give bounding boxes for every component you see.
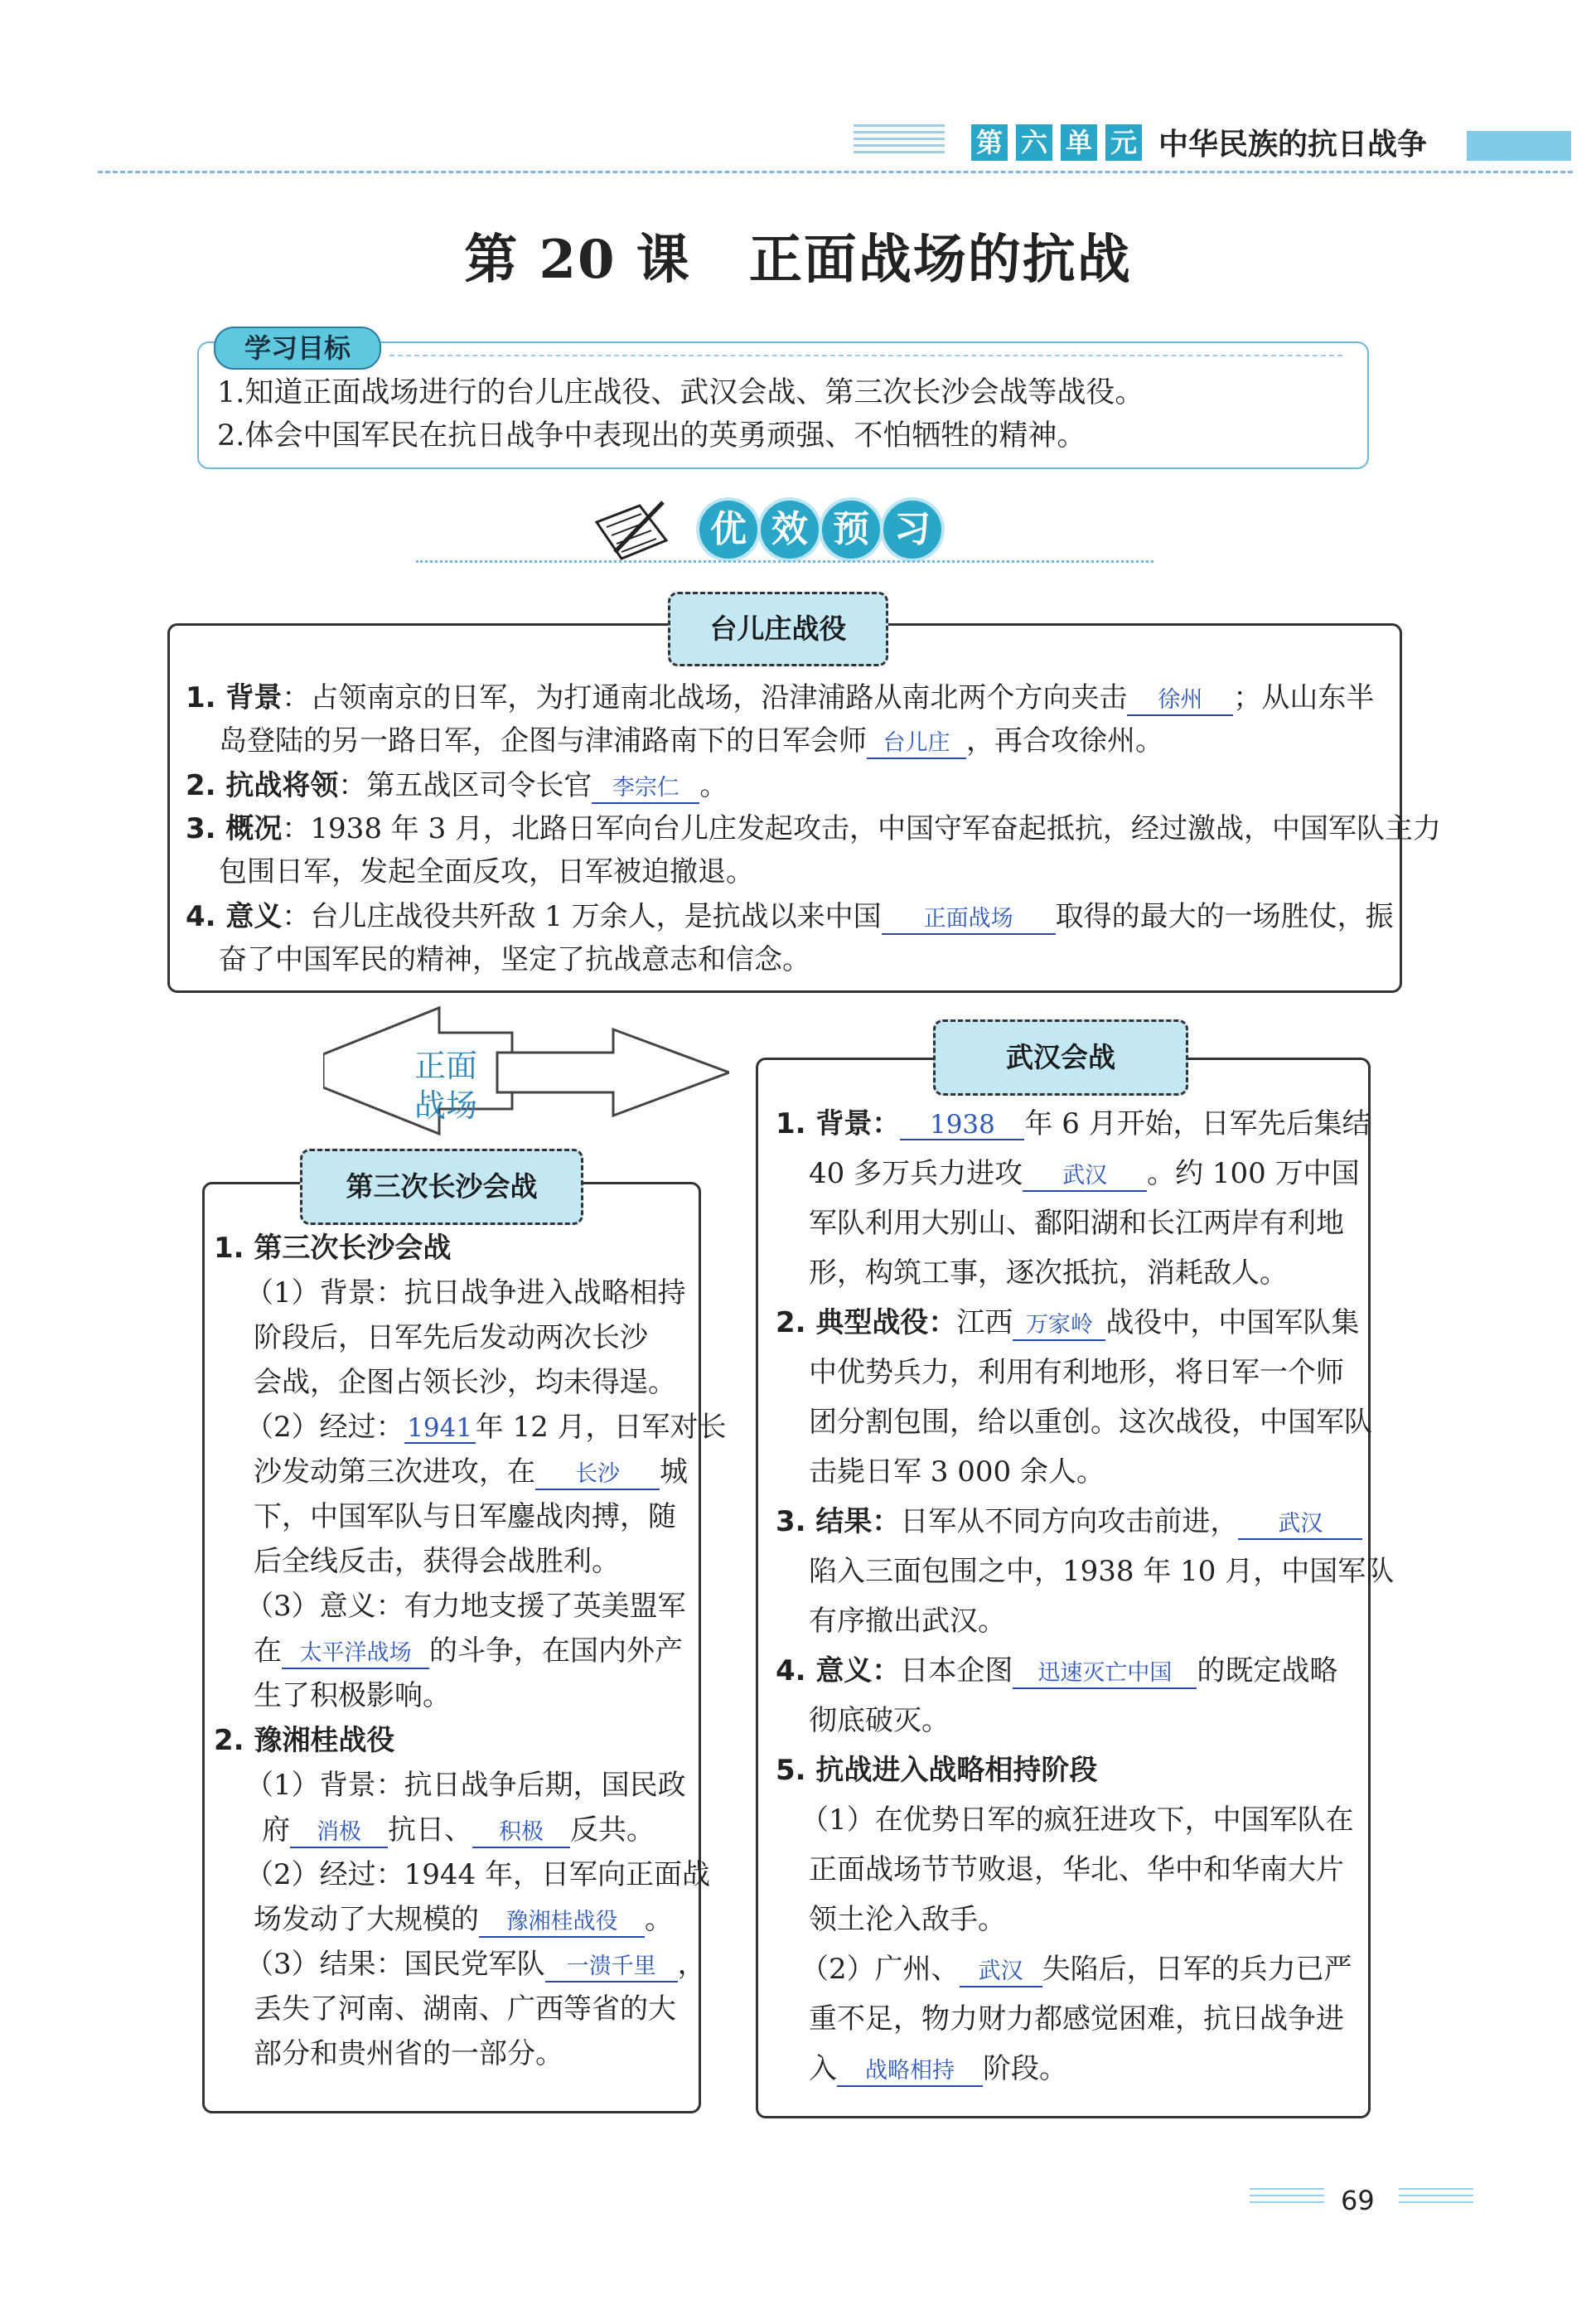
taierzhuang-bg-line2 (219, 719, 1163, 763)
wuhan-line: 形，构筑工事，逐次抵抗，消耗敌人。 (809, 1256, 1288, 1290)
significance-label: 4. 意义 (186, 900, 283, 933)
preview-char: 优 (696, 497, 761, 562)
changsha-tag: 第三次长沙会战 (300, 1149, 583, 1225)
answer-blank: 战略相持 (837, 2057, 983, 2087)
wuhan-line: 领土沦入敌手。 (809, 1903, 1006, 1936)
arrow-label-line: 战场 (414, 1087, 477, 1124)
wuhan-line: 重不足，物力财力都感觉困难，抗日战争进 (809, 2002, 1344, 2036)
answer-blank: 李宗仁 (592, 774, 699, 804)
text: ；从山东半 (1233, 681, 1375, 714)
text: ：第五战区司令长官 (338, 769, 592, 802)
changsha-s2-title: 2. 豫湘桂战役 (214, 1724, 395, 1757)
answer-blank: 武汉 (1238, 1510, 1362, 1540)
text: 府 (262, 1813, 290, 1847)
wuhan-line: 团分割包围，给以重创。这次战役，中国军队 (809, 1406, 1372, 1439)
wuhan-line: 军队利用大别山、鄱阳湖和长江两岸有利地 (809, 1207, 1344, 1240)
text: （3）结果：国民党军队 (245, 1948, 545, 1981)
text: ：占领南京的日军，为打通南北战场，沿津浦路从南北两个方向夹击 (282, 681, 1128, 714)
changsha-line (254, 1629, 683, 1673)
preview-char: 习 (880, 497, 945, 562)
bg-label: 1. 背景： (776, 1107, 901, 1140)
unit-chip: 六 (1016, 124, 1052, 161)
text: 年 6 月开始，日军先后集结 (1024, 1107, 1371, 1140)
page-number-decor (1399, 2188, 1473, 2208)
text: ，再合攻徐州。 (966, 724, 1163, 758)
lesson-name: 正面战场的抗战 (748, 229, 1132, 291)
text: 战役中，中国军队集 (1105, 1306, 1360, 1339)
changsha-line: （1）背景：抗日战争进入战略相持 (245, 1276, 686, 1310)
wuhan-line (809, 2047, 1067, 2090)
answer-blank: 豫湘桂战役 (479, 1908, 645, 1938)
lesson-title (0, 217, 1596, 293)
text: 的既定战略 (1197, 1654, 1338, 1687)
answer-blank: 台儿庄 (867, 729, 966, 759)
general-label: 2. 抗战将领 (186, 769, 339, 802)
answer-blank: 消极 (290, 1818, 388, 1848)
answer-blank: 一溃千里 (545, 1953, 678, 1983)
wuhan-line: 陷入三面包围之中，1938 年 10 月，中国军队 (809, 1555, 1395, 1588)
preview-char: 预 (819, 497, 883, 562)
answer-blank: 万家岭 (1013, 1311, 1105, 1341)
result-label: 3. 结果： (776, 1505, 901, 1538)
text: （2）经过： (245, 1411, 404, 1444)
answer-blank: 1938 (900, 1111, 1024, 1140)
text: 失陷后，日军的兵力已严 (1042, 1953, 1352, 1986)
page-number-decor (1250, 2188, 1324, 2208)
text: 反共。 (570, 1813, 655, 1847)
text: 入 (809, 2052, 837, 2085)
text: 年 12 月，日军对长 (475, 1411, 727, 1444)
answer-blank: 正面战场 (882, 905, 1056, 935)
text: 取得的最大的一场胜仗，振 (1055, 900, 1394, 933)
text: 沙发动第三次进攻，在 (254, 1455, 535, 1489)
wuhan-line (809, 1152, 1360, 1195)
changsha-line: （2）经过：1944 年，日军向正面战 (245, 1858, 710, 1891)
wuhan-line: 彻底破灭。 (809, 1704, 950, 1737)
objective-item: 1.知道正面战场进行的台儿庄战役、武汉会战、第三次长沙会战等战役。 (217, 376, 1144, 409)
wuhan-line (776, 1500, 1362, 1543)
bg-label: 1. 背景 (186, 681, 283, 714)
wuhan-line: 击毙日军 3 000 余人。 (809, 1455, 1105, 1489)
preview-char: 效 (757, 497, 822, 562)
text: 。 (699, 769, 728, 802)
header-bar (1467, 131, 1571, 161)
wuhan-line (776, 1649, 1337, 1692)
answer-blank: 太平洋战场 (282, 1639, 429, 1669)
unit-chip: 元 (1105, 124, 1142, 161)
text: ， (677, 1948, 706, 1981)
unit-chip: 单 (1061, 124, 1097, 161)
answer-blank: 迅速灭亡中国 (1013, 1659, 1197, 1689)
text: 阶段。 (983, 2052, 1067, 2085)
answer-blank: 1941 (404, 1414, 476, 1444)
wuhan-line: 中优势兵力，利用有利地形，将日军一个师 (809, 1356, 1344, 1389)
changsha-line: 生了积极影响。 (254, 1679, 451, 1712)
wuhan-line (776, 1301, 1359, 1344)
wuhan-line: （1）在优势日军的疯狂进攻下，中国军队在 (800, 1803, 1354, 1837)
changsha-line (254, 1450, 688, 1494)
double-arrow-icon (323, 1005, 729, 1140)
text: ：1938 年 3 月，北路日军向台儿庄发起攻击，中国守军奋起抵抗，经过激战，中国军队主力 (282, 812, 1442, 845)
changsha-s1-title: 1. 第三次长沙会战 (214, 1232, 452, 1265)
text: 40 多万兵力进攻 (809, 1157, 1023, 1190)
text: 在 (254, 1634, 282, 1668)
answer-blank: 武汉 (960, 1958, 1042, 1987)
changsha-line: 后全线反击，获得会战胜利。 (254, 1545, 620, 1578)
objectives-tag: 学习目标 (214, 327, 381, 370)
unit-chip: 第 (971, 124, 1008, 161)
objectives-dash (389, 355, 1342, 356)
changsha-line: 部分和贵州省的一部分。 (254, 2037, 563, 2070)
unit-title: 中华民族的抗日战争 (1158, 128, 1428, 162)
text: 抗日、 (388, 1813, 472, 1847)
changsha-line: （1）背景：抗日战争后期，国民政 (245, 1769, 686, 1802)
text: 城 (660, 1455, 688, 1489)
answer-blank: 武汉 (1023, 1162, 1147, 1192)
changsha-line: 阶段后，日军先后发动两次长沙 (254, 1321, 648, 1354)
changsha-line: （3）意义：有力地支援了英美盟军 (245, 1590, 686, 1623)
taierzhuang-bg-line1 (186, 676, 1374, 719)
text: 。约 100 万中国 (1147, 1157, 1360, 1190)
changsha-line: 下，中国军队与日军鏖战肉搏，随 (254, 1500, 676, 1533)
lesson-number: 第 20 课 (464, 229, 691, 291)
text: 日本企图 (900, 1654, 1013, 1687)
changsha-line (254, 1898, 673, 1941)
arrow-label-line: 正面 (414, 1048, 477, 1084)
changsha-line (245, 1406, 727, 1449)
page-number: 69 (1341, 2185, 1375, 2216)
wuhan-line: 有序撤出武汉。 (809, 1605, 1006, 1638)
wuhan-tag: 武汉会战 (933, 1019, 1188, 1096)
wuhan-line (800, 1948, 1352, 1991)
taierzhuang-tag: 台儿庄战役 (668, 592, 888, 666)
text: （2）广州、 (800, 1953, 960, 1986)
wuhan-line: 正面战场节节败退，华北、华中和华南大片 (809, 1853, 1344, 1886)
changsha-line (262, 1808, 655, 1852)
answer-blank: 积极 (472, 1818, 570, 1848)
taierzhuang-significance-line2: 奋了中国军民的精神，坚定了抗战意志和信念。 (219, 943, 810, 976)
text: 日军从不同方向攻击前进， (900, 1505, 1239, 1538)
text: 。 (645, 1903, 673, 1936)
arrow-label (404, 1046, 487, 1126)
changsha-line: 丢失了河南、湖南、广西等省的大 (254, 1992, 676, 2026)
objective-item: 2.体会中国军民在抗日战争中表现出的英勇顽强、不怕牺牲的精神。 (217, 419, 1086, 453)
header-decor-lines (854, 124, 945, 157)
significance-label: 4. 意义： (776, 1654, 901, 1687)
answer-blank: 长沙 (535, 1460, 660, 1490)
taierzhuang-general (186, 764, 728, 807)
answer-blank: 徐州 (1127, 686, 1233, 716)
text: 的斗争，在国内外产 (429, 1634, 683, 1668)
wuhan-line (776, 1102, 1371, 1145)
text: ：台儿庄战役共歼敌 1 万余人，是抗战以来中国 (282, 900, 882, 933)
text: 场发动了大规模的 (254, 1903, 479, 1936)
taierzhuang-overview-line2: 包围日军，发起全面反攻，日军被迫撤退。 (219, 855, 754, 888)
overview-label: 3. 概况 (186, 812, 283, 845)
notebook-pen-icon (590, 497, 673, 567)
preview-divider (416, 560, 1153, 563)
header-divider (98, 171, 1573, 173)
text: 岛登陆的另一路日军，企图与津浦路南下的日军会师 (219, 724, 867, 758)
battle-label: 2. 典型战役： (776, 1306, 957, 1339)
wuhan-stalemate-title: 5. 抗战进入战略相持阶段 (776, 1754, 1098, 1787)
taierzhuang-significance-line1 (186, 895, 1394, 938)
changsha-line (245, 1943, 706, 1986)
changsha-line: 会战，企图占领长沙，均未得逞。 (254, 1366, 676, 1399)
text: 江西 (956, 1306, 1013, 1339)
taierzhuang-overview-line1 (186, 807, 1441, 850)
